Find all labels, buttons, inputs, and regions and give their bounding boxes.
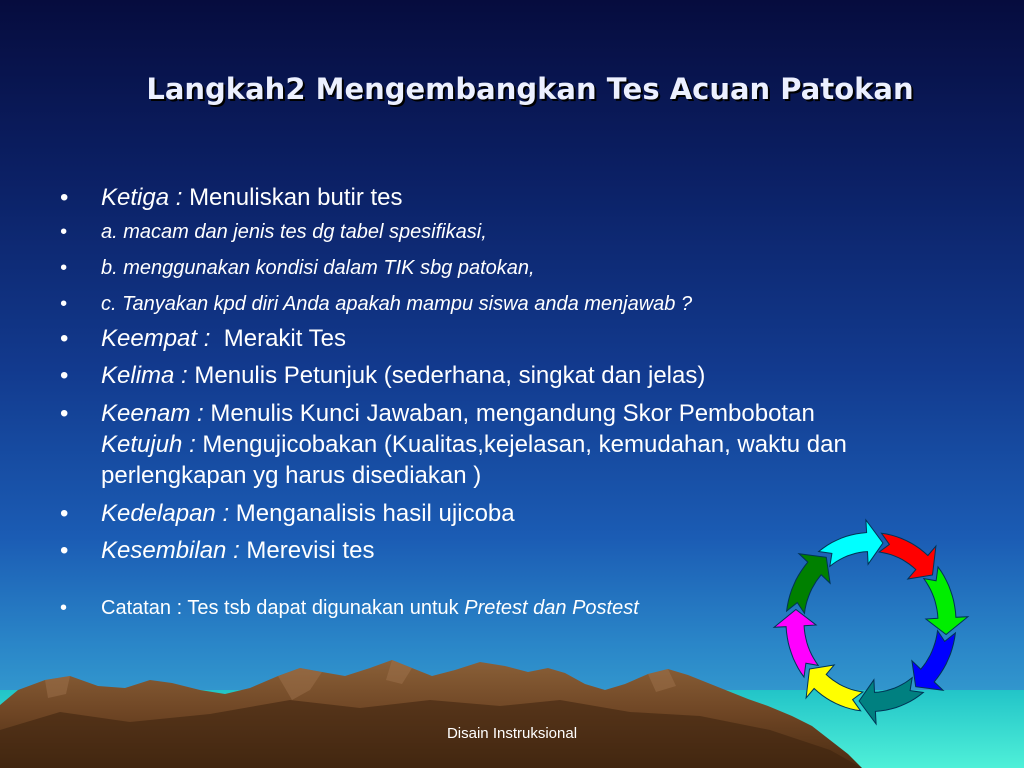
bullet-label: Kedelapan : bbox=[101, 500, 230, 527]
bullet-text: c. Tanyakan kpd diri Anda apakah mampu siswa anda menjawab ? bbox=[101, 293, 693, 315]
bullet-marker: • bbox=[60, 221, 68, 243]
cycle-arrow-segment bbox=[819, 520, 883, 566]
bullet-body: Merakit Tes bbox=[223, 325, 347, 352]
bullet-text bbox=[101, 323, 960, 354]
bullet-item-keenam bbox=[60, 398, 960, 491]
bullet-text bbox=[101, 360, 960, 391]
cycle-arrow-segment bbox=[924, 567, 968, 635]
bullet-marker: • bbox=[60, 257, 68, 279]
bullet-emphasis: Pretest dan Postest bbox=[464, 597, 639, 619]
bullet-item-a bbox=[60, 219, 960, 245]
bullet-body: Menganalisis hasil ujicoba bbox=[235, 500, 515, 527]
bullet-label-ketujuh: Ketujuh : bbox=[101, 431, 196, 458]
bullet-marker: • bbox=[60, 400, 69, 427]
slide-title: Langkah2 Mengembangkan Tes Acuan Patokan bbox=[146, 72, 914, 106]
cycle-arrow-segment bbox=[787, 554, 831, 614]
bullet-marker: • bbox=[60, 362, 69, 389]
bullet-text: b. menggunakan kondisi dalam TIK sbg patokan, bbox=[101, 257, 535, 279]
bullet-label: Keenam : bbox=[101, 400, 204, 427]
bullet-body-ketujuh: Mengujicobakan (Kualitas,kejelasan, kemudahan, waktu dan perlengkapan yg harus disediakan ) bbox=[101, 431, 847, 489]
bullet-item-c bbox=[60, 291, 960, 317]
cycle-arrow-segment bbox=[774, 610, 818, 678]
bullet-marker: • bbox=[60, 184, 69, 211]
bullet-body: Menulis Kunci Jawaban, mengandung Skor Pembobotan bbox=[210, 400, 815, 427]
cycle-arrow-segment bbox=[912, 631, 956, 691]
bullet-text bbox=[101, 398, 960, 491]
cycle-arrow-segment bbox=[806, 665, 863, 711]
bullet-item-b bbox=[60, 255, 960, 281]
bullet-body: Menuliskan butir tes bbox=[189, 184, 403, 211]
bullet-item-ketiga bbox=[60, 182, 960, 213]
bullet-marker: • bbox=[60, 537, 69, 564]
bullet-label: Kesembilan : bbox=[101, 537, 240, 564]
bullet-body: Merevisi tes bbox=[246, 537, 375, 564]
bullet-label: Ketiga : bbox=[101, 184, 183, 211]
cycle-arrow-segment bbox=[859, 678, 923, 724]
bullet-marker: • bbox=[60, 325, 69, 352]
footer-text: Disain Instruksional bbox=[446, 725, 578, 742]
bullet-label: Keempat : bbox=[101, 325, 211, 352]
bullet-marker: • bbox=[60, 597, 68, 619]
cycle-arrow-segment bbox=[879, 533, 936, 579]
bullet-body: Menulis Petunjuk (sederhana, singkat dan jelas) bbox=[194, 362, 706, 389]
bullet-label: Kelima : bbox=[101, 362, 188, 389]
bullet-marker: • bbox=[60, 500, 69, 527]
bullet-body: Catatan : Tes tsb dapat digunakan untuk bbox=[101, 597, 459, 619]
bullet-text: a. macam dan jenis tes dg tabel spesifikasi, bbox=[101, 221, 487, 243]
cycle-arrows-graphic bbox=[768, 513, 974, 731]
bullet-item-kelima bbox=[60, 360, 960, 391]
bullet-item-keempat bbox=[60, 323, 960, 354]
bullet-marker: • bbox=[60, 293, 68, 315]
bullet-text bbox=[101, 182, 960, 213]
